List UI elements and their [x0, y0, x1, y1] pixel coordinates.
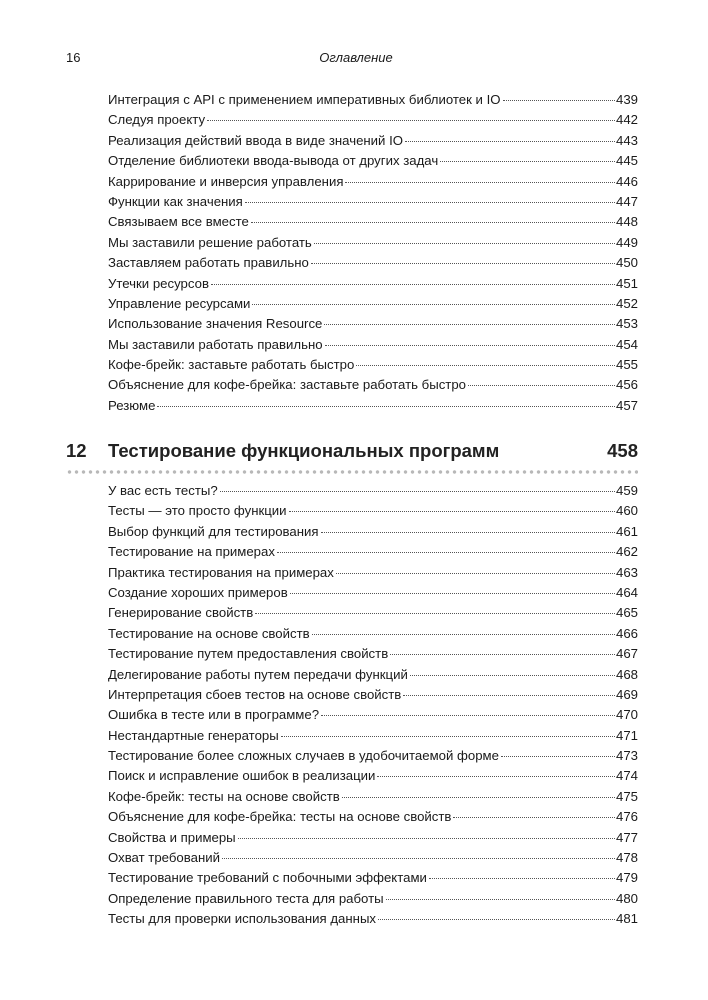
- toc-entry-title: Тестирование путем предоставления свойств: [108, 646, 389, 662]
- toc-entry[interactable]: [108, 748, 638, 768]
- toc-entry-page: 447: [615, 193, 638, 209]
- toc-entry[interactable]: [108, 357, 638, 377]
- dot-leader: [440, 161, 615, 162]
- toc-entry[interactable]: [108, 707, 638, 727]
- toc-entry[interactable]: [108, 255, 638, 275]
- chapter-title: Тестирование функциональных программ: [108, 440, 500, 461]
- toc-entry-title: Определение правильного теста для работы: [108, 890, 384, 906]
- toc-entry-title: Тестирование на примерах: [108, 544, 275, 560]
- toc-entry[interactable]: [108, 809, 638, 829]
- dot-leader: [410, 675, 615, 676]
- dot-leader: [157, 406, 615, 407]
- toc-entry-page: 439: [615, 92, 638, 107]
- toc-entry[interactable]: [108, 524, 638, 544]
- toc-entry[interactable]: [108, 789, 638, 809]
- toc-entry-page: 456: [615, 377, 638, 393]
- toc-entry-page: 442: [615, 112, 638, 128]
- toc-entry-page: 448: [615, 214, 638, 230]
- dot-leader: [342, 797, 615, 798]
- dot-leader: [289, 511, 615, 512]
- toc-entry-title: Функции как значения: [108, 193, 243, 209]
- toc-entry-page: 453: [615, 316, 638, 332]
- toc-entry-title: Резюме: [108, 397, 156, 413]
- page-number: 16: [66, 50, 81, 65]
- toc-entry-page: 455: [615, 357, 638, 373]
- dot-leader: [314, 243, 615, 244]
- toc-entry[interactable]: [108, 544, 638, 564]
- toc-entry-title: Тестирование на основе свойств: [108, 625, 310, 641]
- dot-leader: [345, 182, 615, 183]
- dot-leader: [211, 284, 615, 285]
- toc-entry-page: 468: [615, 666, 638, 682]
- toc-entry[interactable]: [108, 377, 638, 397]
- dot-leader: [222, 858, 615, 859]
- toc-entry[interactable]: [108, 296, 638, 316]
- dot-leader: [429, 878, 615, 879]
- toc-entry-page: 477: [615, 829, 638, 845]
- toc-entry-title: Объяснение для кофе-брейка: тесты на основе свойств: [108, 809, 452, 825]
- toc-entry-title: Свойства и примеры: [108, 829, 236, 845]
- dot-leader: [277, 552, 615, 553]
- toc-entry-page: 475: [615, 788, 638, 804]
- toc-entry-page: 463: [615, 564, 638, 580]
- toc-entry[interactable]: [108, 235, 638, 255]
- toc-entry-page: 462: [615, 544, 638, 560]
- toc-entry[interactable]: [108, 92, 638, 112]
- toc-entry-page: 479: [615, 870, 638, 886]
- dot-leader: [403, 695, 615, 696]
- toc-entry[interactable]: [108, 850, 638, 870]
- toc-entry-page: 469: [615, 686, 638, 702]
- toc-entry-title: Тесты для проверки использования данных: [108, 911, 377, 927]
- toc-entry[interactable]: [108, 483, 638, 503]
- toc-entry[interactable]: [108, 667, 638, 687]
- toc-entry-title: Интерпретация сбоев тестов на основе свойств: [108, 686, 402, 702]
- toc-entry[interactable]: [108, 687, 638, 707]
- toc-entry-page: 445: [615, 153, 638, 169]
- toc-entry-title: Кофе-брейк: заставьте работать быстро: [108, 357, 355, 373]
- chapter-entries-list: [108, 483, 638, 932]
- toc-entry[interactable]: [108, 728, 638, 748]
- dot-leader: [405, 141, 615, 142]
- toc-entry-title: Поиск и исправление ошибок в реализации: [108, 768, 376, 784]
- dot-leader: [324, 324, 615, 325]
- toc-entry-title: Утечки ресурсов: [108, 275, 209, 291]
- toc-entry-title: Практика тестирования на примерах: [108, 564, 334, 580]
- dot-leader: [321, 532, 615, 533]
- toc-entry-page: 450: [615, 255, 638, 271]
- toc-entry-title: Тестирование требований с побочными эффектами: [108, 870, 427, 886]
- toc-entry-page: 460: [615, 503, 638, 519]
- toc-entry-title: Делегирование работы путем передачи функций: [108, 666, 408, 682]
- toc-continued-list: [108, 92, 638, 418]
- toc-entry-title: Создание хороших примеров: [108, 584, 288, 600]
- toc-entry[interactable]: [108, 585, 638, 605]
- toc-entry-title: Выбор функций для тестирования: [108, 523, 319, 539]
- dot-leader: [207, 120, 615, 121]
- toc-entry-page: 461: [615, 523, 638, 539]
- toc-entry-title: Реализация действий ввода в виде значений IO: [108, 132, 403, 148]
- toc-entry-page: 467: [615, 646, 638, 662]
- chapter-number: 12: [66, 440, 87, 461]
- toc-entry[interactable]: [108, 605, 638, 625]
- toc-entry-title: Нестандартные генераторы: [108, 727, 279, 743]
- toc-entry[interactable]: [108, 646, 638, 666]
- toc-entry[interactable]: [108, 337, 638, 357]
- toc-entry-title: Мы заставили работать правильно: [108, 336, 323, 352]
- dot-leader: [386, 899, 615, 900]
- toc-entry[interactable]: [108, 316, 638, 336]
- toc-entry-page: 451: [615, 275, 638, 291]
- toc-entry-title: Интеграция с API с применением императивных библиотек и IO: [108, 92, 501, 107]
- toc-entry[interactable]: [108, 830, 638, 850]
- toc-entry-page: 471: [615, 727, 638, 743]
- dot-leader: [390, 654, 615, 655]
- toc-entry-title: Заставляем работать правильно: [108, 255, 309, 271]
- toc-entry[interactable]: [108, 870, 638, 890]
- chapter-page: 458: [607, 440, 638, 461]
- toc-entry[interactable]: [108, 911, 638, 931]
- toc-entry[interactable]: [108, 194, 638, 214]
- dot-leader: [238, 838, 615, 839]
- toc-entry-page: 473: [615, 748, 638, 764]
- toc-entry-page: 452: [615, 295, 638, 311]
- dot-leader: [468, 385, 615, 386]
- toc-entry-page: 454: [615, 336, 638, 352]
- toc-entry[interactable]: [108, 214, 638, 234]
- dot-leader: [378, 919, 615, 920]
- toc-entry-page: 466: [615, 625, 638, 641]
- dot-leader: [251, 222, 615, 223]
- toc-entry-title: Тесты — это просто функции: [108, 503, 287, 519]
- dot-leader: [255, 613, 615, 614]
- toc-entry-page: 470: [615, 707, 638, 723]
- toc-entry-page: 478: [615, 850, 638, 866]
- toc-entry-title: Кофе-брейк: тесты на основе свойств: [108, 788, 340, 804]
- toc-entry[interactable]: [108, 276, 638, 296]
- toc-entry[interactable]: [108, 891, 638, 911]
- toc-entry-page: 457: [615, 397, 638, 413]
- dot-leader: [356, 365, 615, 366]
- toc-entry[interactable]: [108, 503, 638, 523]
- toc-entry-page: 476: [615, 809, 638, 825]
- toc-entry-page: 481: [615, 911, 638, 927]
- toc-entry-title: Мы заставили решение работать: [108, 234, 312, 250]
- toc-entry-title: У вас есть тесты?: [108, 483, 218, 498]
- dot-leader: [220, 491, 615, 492]
- toc-entry-page: 464: [615, 584, 638, 600]
- toc-entry[interactable]: [108, 112, 638, 132]
- dot-leader: [377, 776, 615, 777]
- toc-entry-page: 480: [615, 890, 638, 906]
- toc-entry-title: Использование значения Resource: [108, 316, 323, 332]
- toc-entry[interactable]: [108, 153, 638, 173]
- toc-entry-page: 446: [615, 173, 638, 189]
- dot-leader: [290, 593, 615, 594]
- toc-entry-title: Тестирование более сложных случаев в удобочитаемой форме: [108, 748, 499, 764]
- running-title: Оглавление: [319, 50, 393, 65]
- toc-entry-title: Ошибка в тесте или в программе?: [108, 707, 320, 723]
- page-header: [66, 50, 646, 70]
- dot-leader: [245, 202, 615, 203]
- dot-leader: [311, 263, 615, 264]
- toc-entry-title: Следуя проекту: [108, 112, 206, 128]
- toc-entry[interactable]: [108, 174, 638, 194]
- toc-entry[interactable]: [108, 768, 638, 788]
- dot-leader: [252, 304, 615, 305]
- toc-entry-title: Генерирование свойств: [108, 605, 254, 621]
- toc-entry[interactable]: [108, 133, 638, 153]
- toc-entry-page: 474: [615, 768, 638, 784]
- dot-leader: [312, 634, 615, 635]
- dot-leader: [453, 817, 615, 818]
- toc-entry[interactable]: [108, 565, 638, 585]
- toc-entry[interactable]: [108, 626, 638, 646]
- toc-entry-page: 443: [615, 132, 638, 148]
- dot-leader: [321, 715, 615, 716]
- toc-entry-title: Управление ресурсами: [108, 295, 251, 311]
- dot-leader: [325, 345, 615, 346]
- toc-entry-page: 465: [615, 605, 638, 621]
- chapter-heading[interactable]: [66, 440, 638, 464]
- toc-entry[interactable]: [108, 398, 638, 418]
- chapter-divider: [66, 470, 638, 474]
- dot-leader: [281, 736, 615, 737]
- toc-entry-title: Отделение библиотеки ввода-вывода от других задач: [108, 153, 439, 169]
- dot-leader: [503, 100, 615, 101]
- dot-leader: [501, 756, 615, 757]
- toc-entry-title: Каррирование и инверсия управления: [108, 173, 344, 189]
- toc-entry-title: Охват требований: [108, 850, 220, 866]
- dot-leader: [336, 573, 615, 574]
- toc-entry-title: Связываем все вместе: [108, 214, 249, 230]
- toc-entry-title: Объяснение для кофе-брейка: заставьте работать быстро: [108, 377, 466, 393]
- toc-entry-page: 459: [615, 483, 638, 498]
- toc-entry-page: 449: [615, 234, 638, 250]
